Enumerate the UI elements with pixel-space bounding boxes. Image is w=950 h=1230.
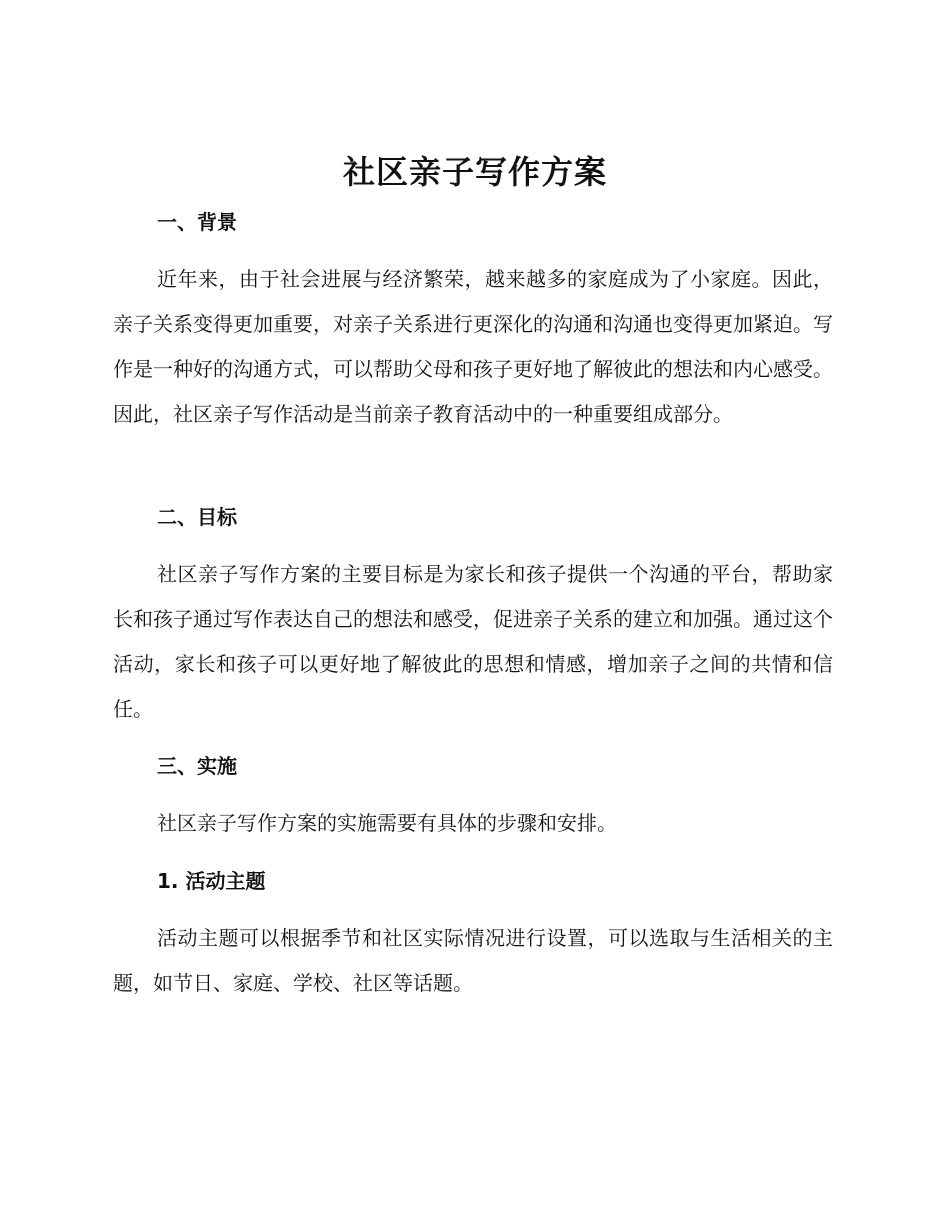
document-title: 社区亲子写作方案: [342, 153, 607, 191]
section-heading-implementation: 三、实施: [157, 754, 237, 778]
section-heading-background: 一、背景: [157, 210, 237, 234]
subsection-heading-theme: 1. 活动主题: [157, 869, 266, 893]
section-paragraph-background: 近年来，由于社会进展与经济繁荣，越来越多的家庭成为了小家庭。因此，亲子关系变得更加重要，对亲子关系进行更深化的沟通和沟通也变得更加紧迫。写作是一种好的沟通方式，可以帮助父母和孩子更好地了解彼此的想法和内心感受。因此，社区亲子写作活动是当前亲子教育活动中的一种重要组成部分。: [113, 267, 833, 426]
subsection-paragraph-theme: 活动主题可以根据季节和社区实际情况进行设置，可以选取与生活相关的主题，如节日、家庭、学校、社区等话题。: [113, 926, 833, 995]
section-paragraph-implementation: 社区亲子写作方案的实施需要有具体的步骤和安排。: [157, 811, 617, 835]
section-heading-goals: 二、目标: [157, 505, 237, 529]
section-paragraph-goals: 社区亲子写作方案的主要目标是为家长和孩子提供一个沟通的平台，帮助家长和孩子通过写作表达自己的想法和感受，促进亲子关系的建立和加强。通过这个活动，家长和孩子可以更好地了解彼此的思想和情感，增加亲子之间的共情和信任。: [113, 562, 833, 721]
